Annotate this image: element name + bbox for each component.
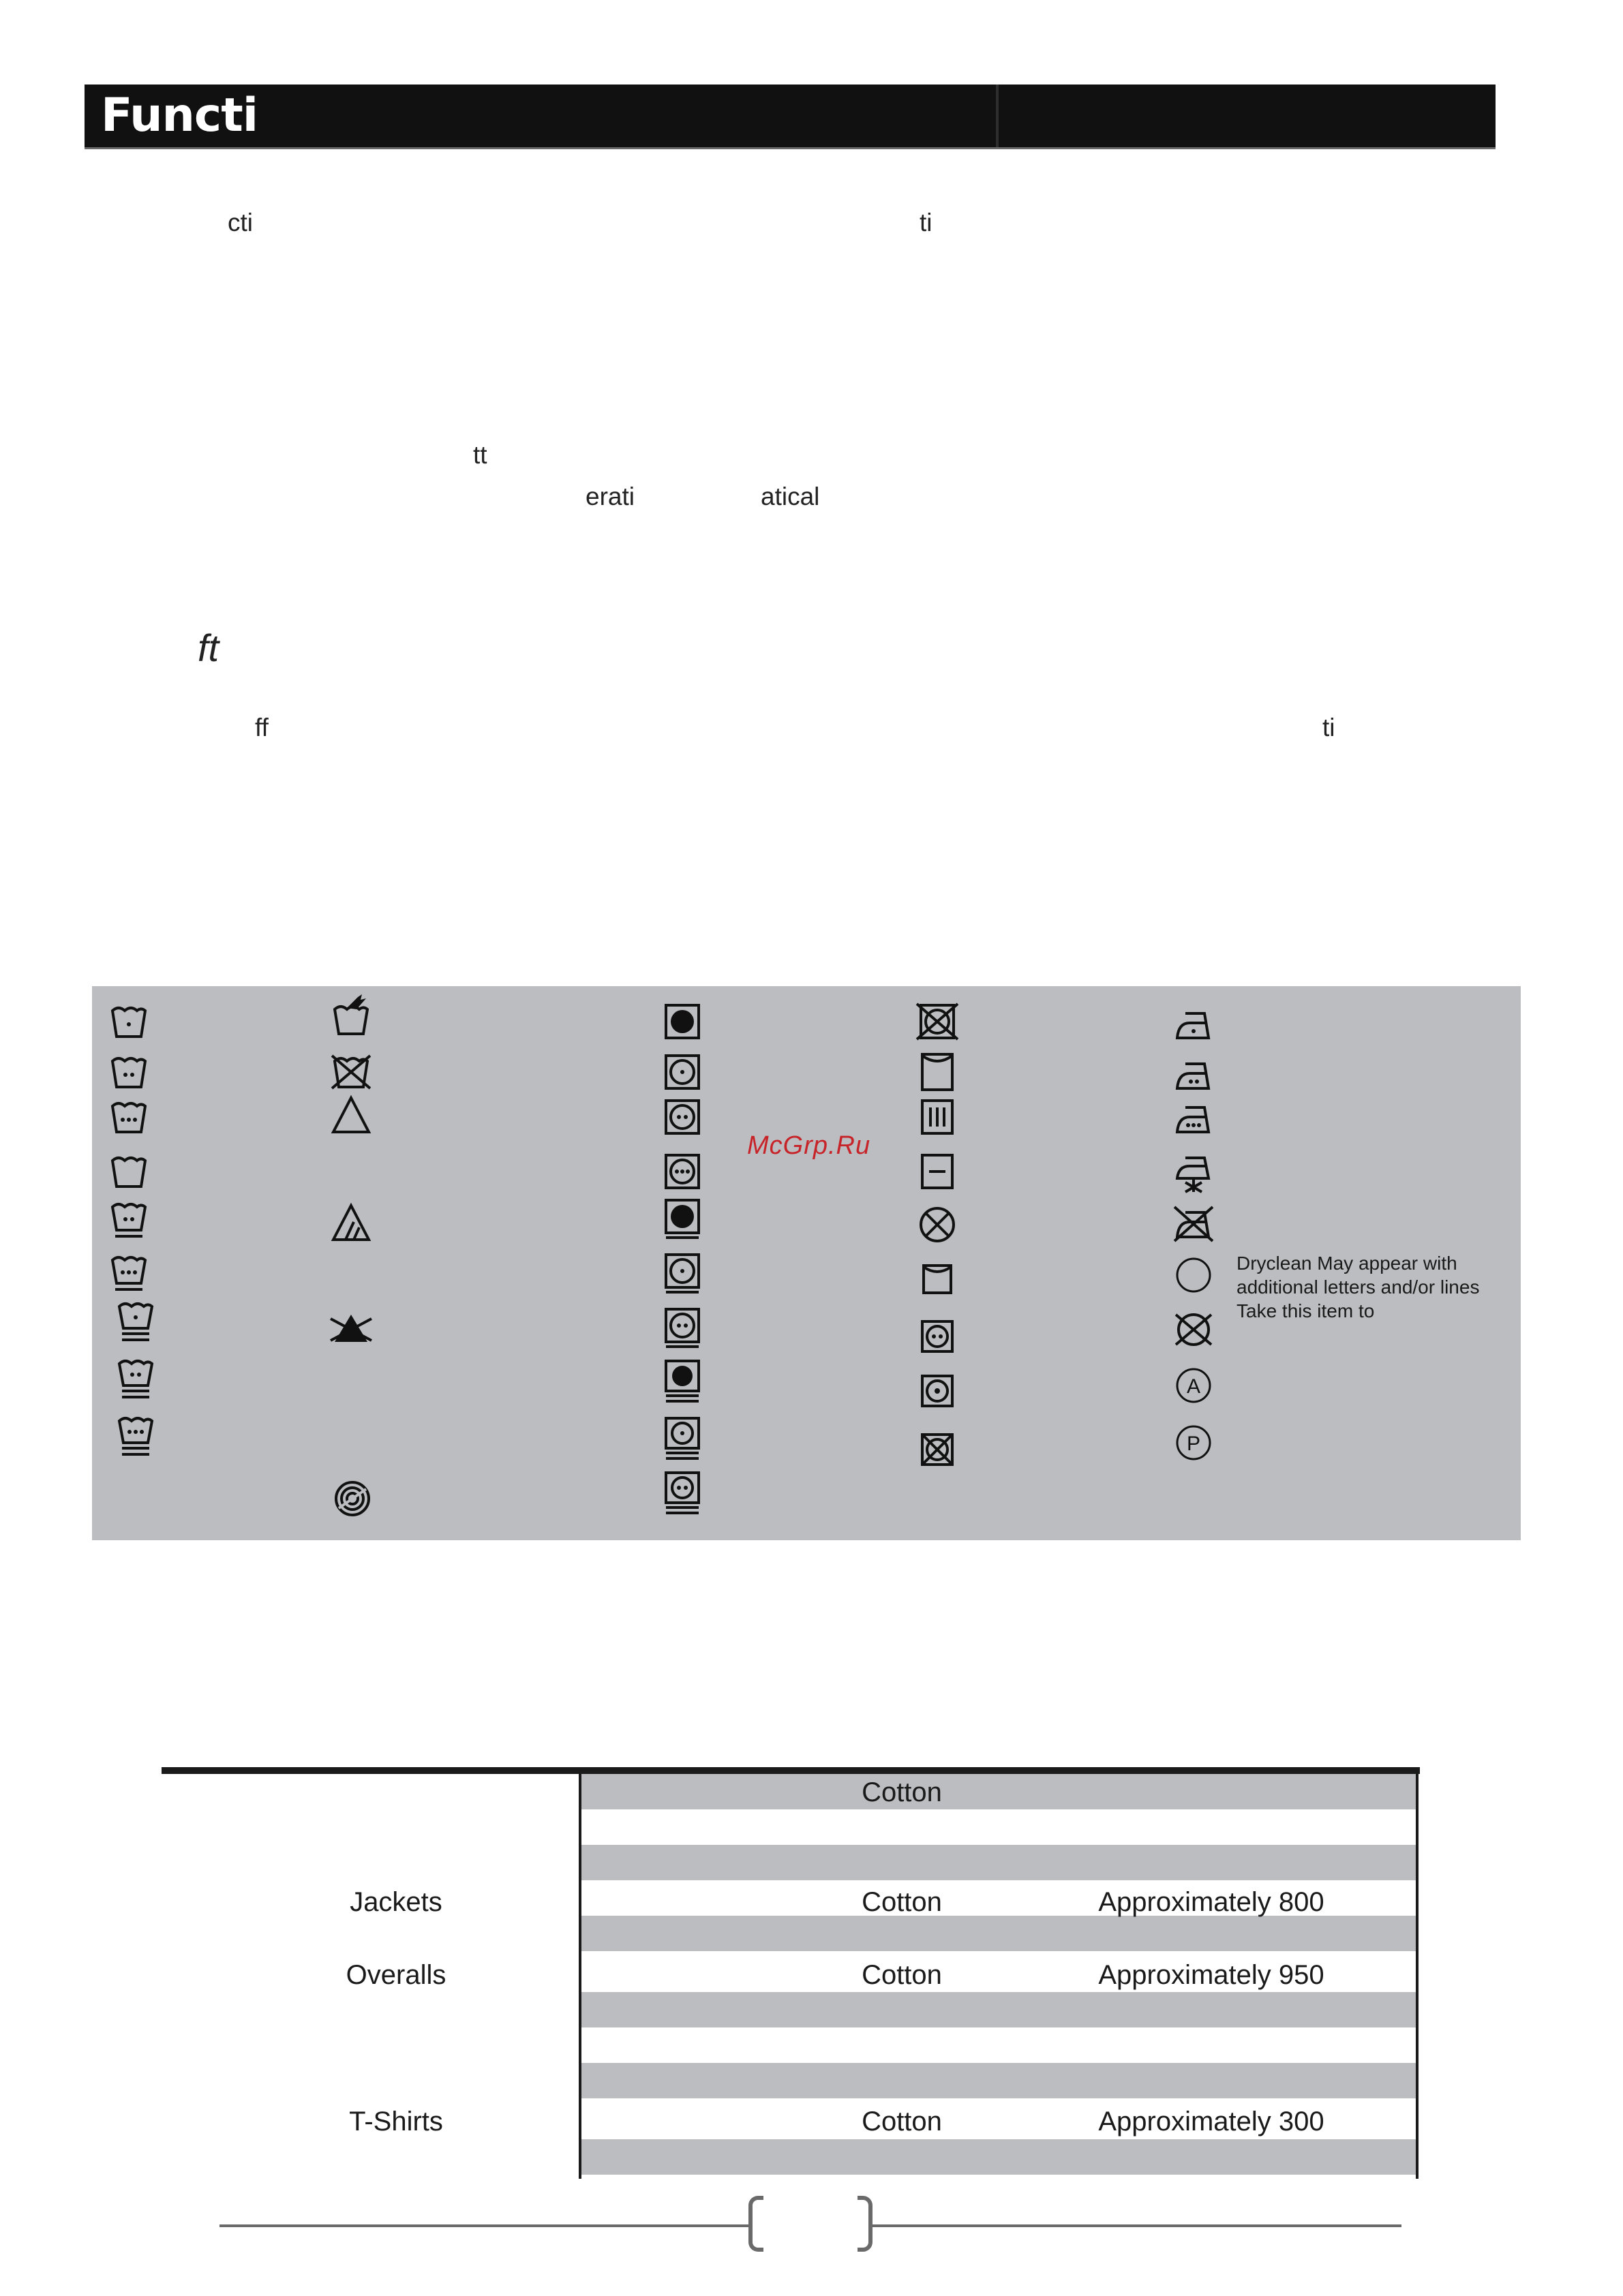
no-steam-icon [1173, 1152, 1214, 1193]
dryclean-icon [1173, 1255, 1214, 1296]
weight-cell: Approximately 950 [1098, 1960, 1324, 1990]
page-bracket-right [858, 2196, 873, 2252]
wash-tub-icon [108, 1150, 149, 1191]
text-fragment: ft [198, 626, 219, 669]
wash-30-icon [108, 1000, 149, 1041]
tumble-dry-low-gentle-icon [662, 1418, 703, 1459]
do-not-wash-icon [331, 1050, 371, 1091]
iron-low-icon [1173, 1004, 1214, 1045]
do-not-dry-icon [917, 1429, 958, 1470]
weight-cell: Approximately 800 [1098, 1887, 1324, 1917]
wash-40-icon [108, 1050, 149, 1091]
hand-wash-icon [331, 993, 371, 1034]
non-chlorine-bleach-icon [331, 1203, 371, 1244]
wash-40-gentle-icon [115, 1358, 156, 1399]
tumble-dry-high-icon [662, 1001, 703, 1042]
table-column-rule [1416, 1774, 1419, 2179]
tumble-dry-medium-permanent-press-icon [662, 1308, 703, 1349]
dry-icon [917, 1259, 958, 1300]
page-bracket-left [748, 2196, 763, 2252]
footer-rule-right [873, 2224, 1401, 2227]
dot-icon [1532, 128, 1542, 138]
text-fragment: cti [228, 209, 253, 236]
wool-mark-icon [332, 1478, 373, 1519]
dot-icon [1532, 111, 1542, 121]
drip-dry-icon [917, 1097, 958, 1137]
table-top-rule [162, 1767, 1420, 1774]
weight-cell: Approximately 300 [1098, 2107, 1324, 2137]
garment-cell: T-Shirts [349, 2107, 443, 2137]
text-fragment: tt [473, 441, 487, 469]
wash-50-permanent-press-icon [108, 1252, 149, 1293]
dryclean-note: Dryclean May appear with additional letters and/or lines Take this item to [1237, 1253, 1480, 1321]
material-cell: Cotton [862, 1887, 942, 1917]
text-fragment: erati [586, 483, 635, 510]
table-column-rule [579, 1774, 581, 2179]
dryclean-petroleum-solvent-icon [1173, 1422, 1214, 1463]
watermark: McGrp.Ru [747, 1131, 871, 1160]
do-not-tumble-dry-icon [917, 1001, 958, 1042]
tumble-dry-hot-icon [662, 1151, 703, 1192]
material-cell: Cotton [862, 1960, 942, 1990]
tumble-dry-high-icon [662, 1199, 703, 1240]
wash-40-permanent-press-icon [108, 1199, 149, 1240]
bleach-allowed-icon [331, 1095, 371, 1136]
dry-low-heat-icon [917, 1316, 958, 1357]
table-row-stripe [581, 2139, 1416, 2175]
tumble-dry-high-gentle-icon [662, 1361, 703, 1402]
text-fragment: ff [255, 714, 269, 741]
material-cell: Cotton [862, 1777, 942, 1807]
iron-medium-icon [1173, 1054, 1214, 1095]
line-dry-icon [917, 1052, 958, 1092]
dry-medium-heat-icon [917, 1371, 958, 1411]
do-not-dryclean-icon [1173, 1309, 1214, 1350]
material-cell: Cotton [862, 2107, 942, 2137]
wash-50-icon [108, 1095, 149, 1136]
tumble-dry-low-permanent-press-icon [662, 1253, 703, 1294]
dryclean-letter-p: P [1186, 1433, 1201, 1455]
table-row-stripe [581, 1992, 1416, 2027]
text-fragment: atical [761, 483, 820, 510]
garment-weight-table [162, 1767, 1420, 2179]
text-fragment: ti [920, 209, 932, 236]
dry-flat-icon [917, 1151, 958, 1192]
iron-high-icon [1173, 1098, 1214, 1139]
text-fragment: ti [1322, 714, 1335, 741]
dot-icon [1532, 94, 1542, 104]
wash-50-gentle-icon [115, 1415, 156, 1456]
table-row-stripe [581, 2063, 1416, 2098]
dryclean-any-solvent-icon [1173, 1365, 1214, 1406]
section-header [85, 85, 1496, 149]
tumble-dry-medium-icon [662, 1097, 703, 1137]
dryclean-letter-a: A [1186, 1375, 1201, 1398]
table-row-stripe [581, 1845, 1416, 1880]
garment-cell: Overalls [346, 1960, 446, 1990]
table-row-stripe [581, 1916, 1416, 1951]
garment-cell: Jackets [350, 1887, 442, 1917]
tumble-dry-medium-gentle-icon [662, 1473, 703, 1514]
do-not-bleach-icon [331, 1308, 371, 1349]
section-title: Functi [101, 89, 258, 142]
tumble-dry-low-icon [662, 1052, 703, 1092]
do-not-wring-icon [917, 1204, 958, 1245]
footer-rule-left [219, 2224, 748, 2227]
header-divider [996, 85, 999, 147]
do-not-iron-icon [1173, 1203, 1214, 1244]
wash-30-gentle-icon [115, 1301, 156, 1342]
